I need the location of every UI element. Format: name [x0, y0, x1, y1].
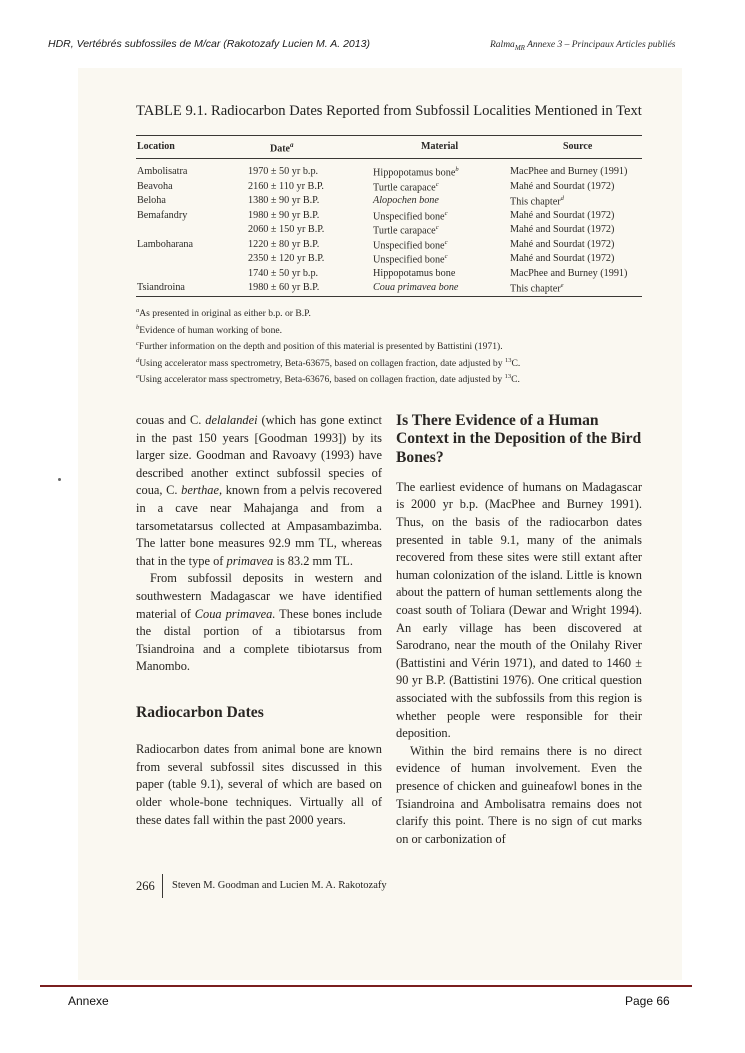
table-cell-source: Mahé and Sourdat (1972)	[510, 238, 615, 250]
table-cell-location: Lamboharana	[137, 238, 194, 250]
column-header-date	[270, 141, 294, 154]
section-heading-radiocarbon: Radiocarbon Dates	[136, 703, 264, 721]
paragraph: The earliest evidence of humans on Madagascar is 2000 yr b.p. (MacPhee and Burney 1991). Thus, on the basis of the radiocarbon dates presented in table 9.1, many of the animals recovered from these sites were still extant after human colonization of the island. Little is known about the pattern of human settlements along the coast south of Toliara (Dewar and Wright 1994). An early village has been discovered at Sarodrano, near the mouth of the Onilahy River (Battistini and Vérin 1971), and dated to 1460 ± 90 yr B.P. (Battistini 1976). One critical question associated with the subfossils from this region is whether people were responsible for their deposition.	[396, 479, 642, 741]
table-footnote: $^b$Evidence of human working of bone.	[136, 323, 283, 336]
paragraph: Within the bird remains there is no direct evidence of human involvement. Even the presence of chicken and guineafowl bones in the Tsiandroina and Ambolisatra remains does not clarify this point. There is no sign of cut marks on or carbonization of	[396, 743, 642, 846]
table-cell-source: This chapter$^d$	[510, 195, 564, 208]
scan-speck	[58, 478, 61, 481]
table-cell-location: Beloha	[137, 195, 166, 206]
table-bottom-rule	[136, 296, 642, 297]
paragraph: From subfossil deposits in western and southwestern Madagascar we have identified material of Coua primavea. These bones include the distal portion of a tibiotarsus from Tsiandroina and a complete tibiotarsus from Manombo.	[136, 571, 383, 674]
running-header-right	[490, 40, 675, 52]
table-cell-material: Alopochen bone	[373, 195, 439, 206]
table-top-rule	[136, 135, 642, 136]
table-cell-material: Unspecified bone$^c$	[373, 238, 448, 251]
table-cell-source: Mahé and Sourdat (1972)	[510, 253, 615, 264]
footer-rule	[40, 985, 692, 987]
footer-annexe: Annexe	[68, 994, 109, 1008]
table-cell-source: MacPhee and Burney (1991)	[510, 166, 628, 177]
table-footnote: $^a$As presented in original as either b.p. or B.P.	[136, 307, 311, 320]
table-title: TABLE 9.1. Radiocarbon Dates Reported from Subfossil Localities Mentioned in Text	[136, 103, 642, 119]
table-cell-source: Mahé and Sourdat (1972)	[510, 224, 615, 235]
table-cell-source: MacPhee and Burney (1991)	[510, 267, 628, 279]
paragraph: Radiocarbon dates from animal bone are known from several subfossil sites discussed in this paper (table 9.1), several of which are based on older whole-bone techniques. Virtually all of these dates fall within the past 2000 years.	[136, 742, 382, 827]
paragraph: couas and C. delalandei (which has gone extinct in the past 150 years [Goodman 1993]) by its larger size. Goodman and Ravoavy (1993) have described another extinct subfossil species of coua, C. berthae, known from a pelvis recovered in a cave near Mahajanga and from a tarsometatarsus collected at Ampasambazimba. The latter bone measures 92.9 mm TL, whereas that in the type of primavea is 83.2 mm TL.	[136, 413, 382, 568]
table-cell-source: This chapter$^e$	[510, 282, 564, 295]
section-heading-human-context: Is There Evidence of a Human Context in the Deposition of the Bird Bones?	[396, 412, 642, 466]
table-header-rule	[136, 158, 642, 159]
column-header-source: Source	[563, 141, 593, 152]
folio-separator	[162, 874, 163, 898]
header-right-sub: MR	[514, 43, 525, 52]
table-cell-location: Bemafandry	[137, 209, 188, 221]
table-cell-material: Turtle carapace$^c$	[373, 180, 439, 193]
table-cell-source: Mahé and Sourdat (1972)	[510, 180, 615, 192]
folio-authors: Steven M. Goodman and Lucien M. A. Rakotozafy	[172, 880, 387, 891]
table-cell-date: 1220 ± 80 yr B.P.	[248, 238, 320, 250]
running-header-left: HDR, Vertébrés subfossiles de M/car (Rakotozafy Lucien M. A. 2013)	[48, 38, 370, 50]
right-column	[396, 412, 642, 848]
table-footnote: $^d$Using accelerator mass spectrometry, Beta-63675, based on collagen fraction, date adjusted by $^{13}$C.	[136, 356, 521, 369]
table-cell-material: Coua primavea bone	[373, 282, 459, 293]
table-cell-date: 1380 ± 90 yr B.P.	[248, 195, 320, 206]
table-cell-material: Hippopotamus bone$^b$	[373, 166, 459, 179]
column-header-date-sup: a	[290, 141, 294, 149]
table-cell-date: 2350 ± 120 yr B.P.	[248, 253, 325, 264]
table-cell-location: Beavoha	[137, 180, 173, 192]
header-right-main: Ralma	[490, 40, 515, 50]
table-cell-date: 1980 ± 90 yr B.P.	[248, 209, 320, 221]
table-cell-location: Tsiandroina	[137, 282, 185, 293]
table-cell-material: Unspecified bone$^c$	[373, 253, 448, 266]
column-header-date-label: Date	[270, 143, 290, 155]
table-cell-material: Turtle carapace$^c$	[373, 224, 439, 237]
left-column	[136, 412, 382, 829]
table-cell-material: Hippopotamus bone	[373, 267, 456, 279]
table-cell-source: Mahé and Sourdat (1972)	[510, 209, 615, 221]
table-cell-date: 2160 ± 110 yr B.P.	[248, 180, 324, 192]
folio-page-number: 266	[136, 879, 155, 893]
table-cell-date: 2060 ± 150 yr B.P.	[248, 224, 325, 235]
table-cell-date: 1970 ± 50 yr b.p.	[248, 166, 319, 177]
table-cell-material: Unspecified bone$^c$	[373, 209, 448, 222]
table-cell-date: 1980 ± 60 yr B.P.	[248, 282, 320, 293]
table-footnote: $^e$Using accelerator mass spectrometry, Beta-63676, based on collagen fraction, date adjusted by $^{13}$C.	[136, 373, 520, 386]
table-cell-date: 1740 ± 50 yr b.p.	[248, 267, 319, 279]
table-cell-location: Ambolisatra	[137, 166, 188, 177]
header-right-rest: Annexe 3 – Principaux Articles publiés	[524, 40, 676, 50]
table-footnote: $^c$Further information on the depth and position of this material is presented by Battistini (1971).	[136, 340, 503, 353]
column-header-location: Location	[137, 141, 175, 152]
column-header-material: Material	[421, 141, 459, 152]
footer-page-number: Page 66	[625, 994, 670, 1008]
